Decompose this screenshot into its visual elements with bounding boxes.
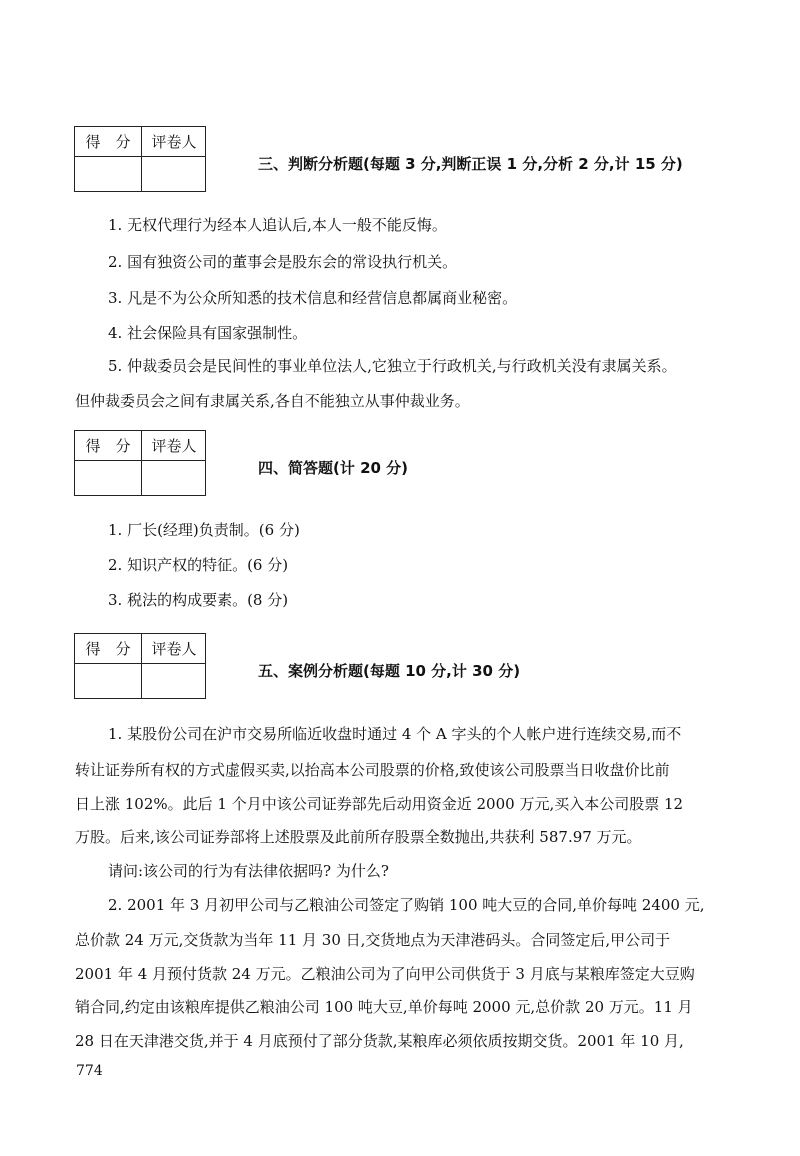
question-line: 销合同,约定由该粮库提供乙粮油公司 100 吨大豆,单价每吨 2000 元,总价款 20 万元。11 月 [75,998,693,1016]
question-line: 1. 无权代理行为经本人追认后,本人一般不能反悔。 [108,216,447,234]
score-label: 得 分 [85,133,131,151]
section-title: 三、判断分析题(每题 3 分,判断正误 1 分,分析 2 分,计 15 分) [258,155,683,173]
question-line: 2001 年 4 月预付货款 24 万元。乙粮油公司为了向甲公司供货于 3 月底与某粮库签定大豆购 [75,965,695,983]
question-line: 5. 仲裁委员会是民间性的事业单位法人,它独立于行政机关,与行政机关没有隶属关系。 [108,357,677,375]
section-title: 五、案例分析题(每题 10 分,计 30 分) [258,662,521,680]
score-label: 得 分 [85,437,131,455]
grader-label: 评卷人 [151,437,197,455]
question-line: 2. 知识产权的特征。(6 分) [108,556,289,574]
score-box [74,633,206,699]
question-line: 2. 国有独资公司的董事会是股东会的常设执行机关。 [108,253,458,271]
score-label: 得 分 [85,640,131,658]
score-box [74,126,206,192]
question-line: 日上涨 102%。此后 1 个月中该公司证券部先后动用资金近 2000 万元,买入本公司股票 12 [75,795,684,813]
question-line: 但仲裁委员会之间有隶属关系,各自不能独立从事仲裁业务。 [75,392,470,410]
question-line: 万股。后来,该公司证券部将上述股票及此前所存股票全数抛出,共获利 587.97 万元。 [75,828,642,846]
grader-label: 评卷人 [151,640,197,658]
question-line: 1. 厂长(经理)负责制。(6 分) [108,521,300,539]
question-line: 28 日在天津港交货,并于 4 月底预付了部分货款,某粮库必须依质按期交货。2001 年 10 月, [75,1032,684,1050]
page-number: 774 [76,1063,103,1079]
section-title: 四、简答题(计 20 分) [258,459,409,477]
question-line: 转让证券所有权的方式虚假买卖,以抬高本公司股票的价格,致使该公司股票当日收盘价比前 [75,761,670,779]
question-line: 请问:该公司的行为有法律依据吗? 为什么? [108,862,389,880]
question-line: 总价款 24 万元,交货款为当年 11 月 30 日,交货地点为天津港码头。合同签定后,甲公司于 [75,931,671,949]
question-line: 3. 税法的构成要素。(8 分) [108,591,289,609]
question-line: 3. 凡是不为公众所知悉的技术信息和经营信息都属商业秘密。 [108,289,518,307]
score-box [74,430,206,496]
grader-label: 评卷人 [151,133,197,151]
question-line: 1. 某股份公司在沪市交易所临近收盘时通过 4 个 A 字头的个人帐户进行连续交易,而不 [108,725,682,743]
question-line: 4. 社会保险具有国家强制性。 [108,324,308,342]
question-line: 2. 2001 年 3 月初甲公司与乙粮油公司签定了购销 100 吨大豆的合同,单价每吨 2400 元, [108,896,705,914]
